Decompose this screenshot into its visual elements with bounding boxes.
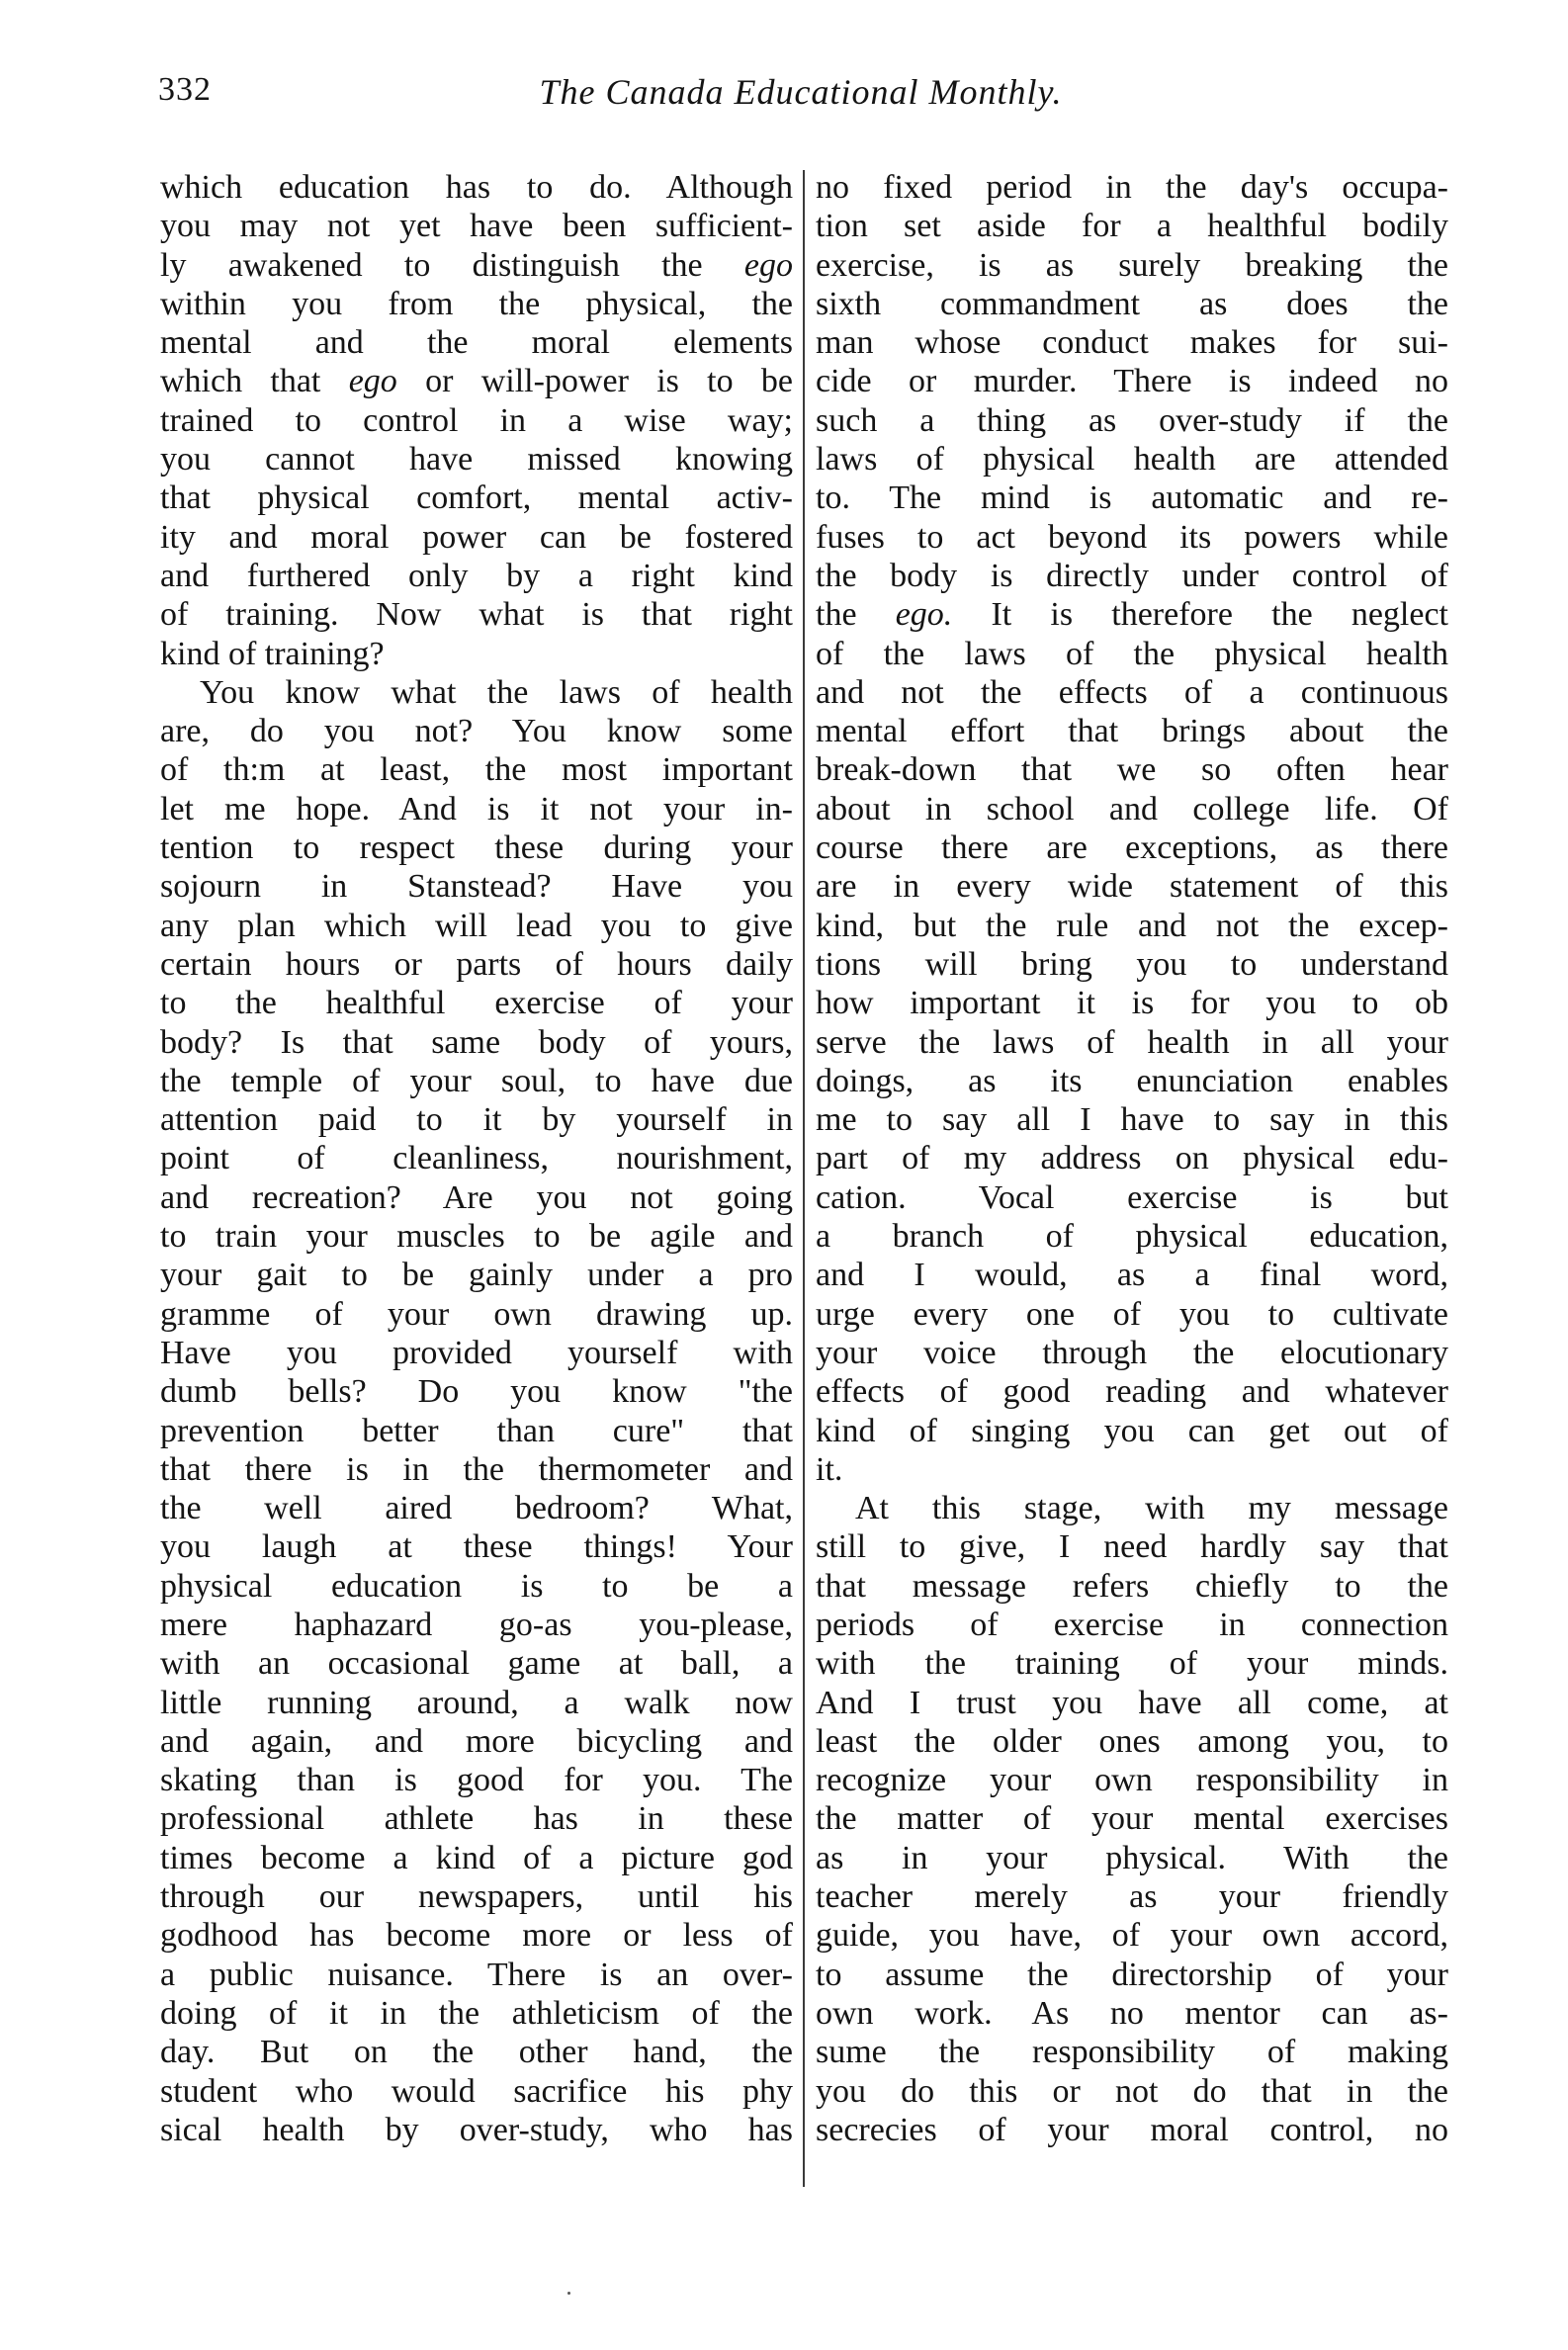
running-head (158, 71, 1443, 121)
text-line: with an occasional game at ball, a (160, 1645, 793, 1683)
text-line: teacher merely as your friendly (816, 1878, 1448, 1916)
text-line: sume the responsibility of making (816, 2034, 1448, 2071)
text-line: mental and the moral elements (160, 324, 793, 362)
text-line: kind, but the rule and not the excep- (816, 907, 1448, 944)
text-line: sixth commandment as does the (816, 285, 1448, 322)
text-line: cation. Vocal exercise is but (816, 1178, 1448, 1216)
text-line: the matter of your mental exercises (816, 1800, 1448, 1838)
left-column (160, 168, 793, 2149)
text-line: and furthered only by a right kind (160, 557, 793, 594)
text-line: times become a kind of a picture god (160, 1839, 793, 1876)
text-line: you laugh at these things! Your (160, 1528, 793, 1566)
text-line: And I trust you have all come, at (816, 1684, 1448, 1721)
text-line: through our newspapers, until his (160, 1878, 793, 1916)
text-line: laws of physical health are attended (816, 441, 1448, 479)
text-line: least the older ones among you, to (816, 1722, 1448, 1760)
right-column (816, 168, 1448, 2149)
text-line: within you from the physical, the (160, 285, 793, 322)
text-line: guide, you have, of your own accord, (816, 1917, 1448, 1955)
text-line: serve the laws of health in all your (816, 1023, 1448, 1061)
text-line: little running around, a walk now (160, 1684, 793, 1721)
text-line: still to give, I need hardly say that (816, 1528, 1448, 1566)
text-line: cide or murder. There is indeed no (816, 363, 1448, 400)
text-line: the well aired bedroom? What, (160, 1490, 793, 1527)
column-divider (803, 170, 805, 2187)
text-line: no fixed period in the day's occupa- (816, 169, 1448, 206)
text-line: you do this or not do that in the (816, 2072, 1448, 2110)
paragraph-first-line: You know what the laws of health (200, 673, 793, 711)
text-line: gramme of your own drawing up. (160, 1295, 793, 1333)
text-line: are, do you not? You know some (160, 713, 793, 750)
text-line: course there are exceptions, as there (816, 829, 1448, 867)
text-line: a branch of physical education, (816, 1218, 1448, 1256)
text-line: doings, as its enunciation enables (816, 1062, 1448, 1099)
text-line: the ego. It is therefore the neglect (816, 596, 1448, 634)
text-line: sical health by over-study, who has (160, 2111, 793, 2148)
text-line: you may not yet have been sufficient- (160, 208, 793, 245)
text-line: sojourn in Stanstead? Have you (160, 868, 793, 906)
text-line: your gait to be gainly under a pro (160, 1257, 793, 1294)
text-line: certain hours or parts of hours daily (160, 945, 793, 983)
text-line: urge every one of you to cultivate (816, 1295, 1448, 1333)
text-line: any plan which will lead you to give (160, 907, 793, 944)
text-line: fuses to act beyond its powers while (816, 518, 1448, 556)
text-line: about in school and college life. Of (816, 790, 1448, 827)
text-line: me to say all I have to say in this (816, 1101, 1448, 1139)
text-line: student who would sacrifice his phy (160, 2072, 793, 2110)
text-line: of the laws of the physical health (816, 635, 1448, 672)
text-line: dumb bells? Do you know "the (160, 1373, 793, 1411)
text-line: that there is in the thermometer and (160, 1450, 793, 1488)
text-line: and again, and more bicycling and (160, 1722, 793, 1760)
paragraph-first-line: At this stage, with my message (855, 1490, 1448, 1527)
text-line: periods of exercise in connection (816, 1606, 1448, 1643)
text-line: mental effort that brings about the (816, 713, 1448, 750)
text-line: ity and moral power can be fostered (160, 518, 793, 556)
ink-speck (567, 2292, 570, 2295)
text-line: let me hope. And is it not your in- (160, 790, 793, 827)
text-line: the temple of your soul, to have due (160, 1062, 793, 1099)
text-line: kind of training? (160, 635, 385, 672)
text-line: Have you provided yourself with (160, 1334, 793, 1371)
text-line: effects of good reading and whatever (816, 1373, 1448, 1411)
text-line: ly awakened to distinguish the ego (160, 246, 793, 284)
text-line: part of my address on physical edu- (816, 1140, 1448, 1177)
text-line: body? Is that same body of yours, (160, 1023, 793, 1061)
page-number: 332 (158, 71, 212, 108)
text-line: and I would, as a final word, (816, 1257, 1448, 1294)
text-line: that physical comfort, mental activ- (160, 479, 793, 517)
text-line: to assume the directorship of your (816, 1956, 1448, 1993)
text-line: attention paid to it by yourself in (160, 1101, 793, 1139)
text-line: which that ego or will-power is to be (160, 363, 793, 400)
text-line: how important it is for you to ob (816, 985, 1448, 1022)
text-line: exercise, is as surely breaking the (816, 246, 1448, 284)
text-line: mere haphazard go-as you-please, (160, 1606, 793, 1643)
text-line: it. (816, 1450, 843, 1488)
text-line: your voice through the elocutionary (816, 1334, 1448, 1371)
text-line: are in every wide statement of this (816, 868, 1448, 906)
text-line: own work. As no mentor can as- (816, 1994, 1448, 2032)
text-line: tention to respect these during your (160, 829, 793, 867)
text-line: you cannot have missed knowing (160, 441, 793, 479)
text-line: skating than is good for you. The (160, 1762, 793, 1799)
text-line: prevention better than cure" that (160, 1412, 793, 1449)
text-line: recognize your own responsibility in (816, 1762, 1448, 1799)
text-line: professional athlete has in these (160, 1800, 793, 1838)
text-line: doing of it in the athleticism of the (160, 1994, 793, 2032)
text-line: of th:m at least, the most important (160, 751, 793, 789)
text-line: as in your physical. With the (816, 1839, 1448, 1876)
text-line: physical education is to be a (160, 1567, 793, 1605)
text-line: tion set aside for a healthful bodily (816, 208, 1448, 245)
text-line: with the training of your minds. (816, 1645, 1448, 1683)
text-line: that message refers chiefly to the (816, 1567, 1448, 1605)
text-line: to train your muscles to be agile and (160, 1218, 793, 1256)
text-line: point of cleanliness, nourishment, (160, 1140, 793, 1177)
text-line: and not the effects of a continuous (816, 673, 1448, 711)
text-line: to the healthful exercise of your (160, 985, 793, 1022)
text-line: kind of singing you can get out of (816, 1412, 1448, 1449)
text-line: trained to control in a wise way; (160, 401, 793, 439)
text-line: secrecies of your moral control, no (816, 2111, 1448, 2148)
text-line: man whose conduct makes for sui- (816, 324, 1448, 362)
text-line: break-down that we so often hear (816, 751, 1448, 789)
text-line: which education has to do. Although (160, 169, 793, 206)
text-line: to. The mind is automatic and re- (816, 479, 1448, 517)
text-line: and recreation? Are you not going (160, 1178, 793, 1216)
text-line: the body is directly under control of (816, 557, 1448, 594)
text-line: a public nuisance. There is an over- (160, 1956, 793, 1993)
journal-title: The Canada Educational Monthly. (539, 72, 1063, 112)
text-line: such a thing as over-study if the (816, 401, 1448, 439)
text-line: of training. Now what is that right (160, 596, 793, 634)
text-line: day. But on the other hand, the (160, 2034, 793, 2071)
text-line: godhood has become more or less of (160, 1917, 793, 1955)
text-line: tions will bring you to understand (816, 945, 1448, 983)
